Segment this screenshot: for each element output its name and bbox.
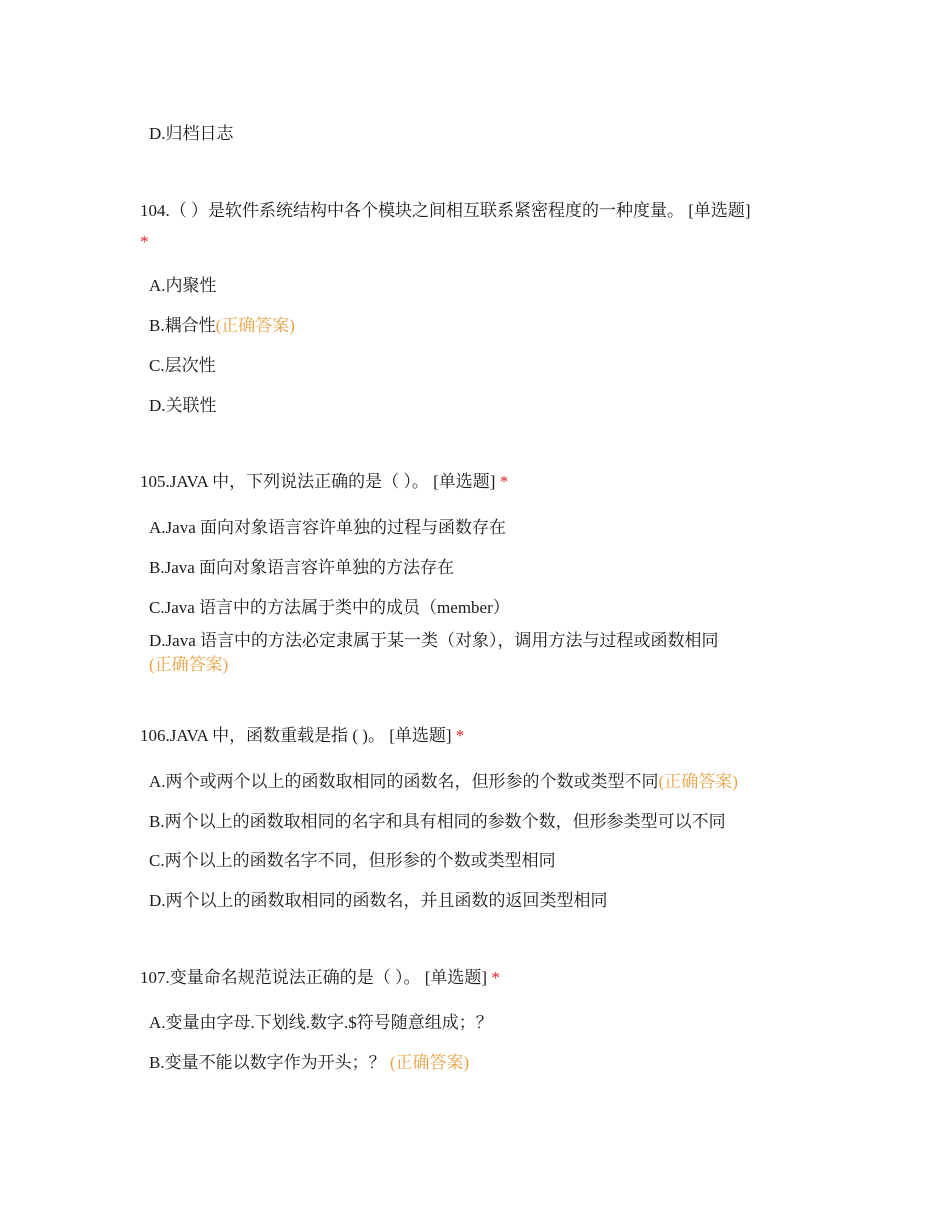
- question-106-option-a: [149, 770, 829, 794]
- question-104-option-c: [149, 354, 829, 378]
- option-text: D.关联性: [149, 396, 217, 415]
- question-105-option-a: [149, 516, 829, 540]
- question-106-option-b: [149, 810, 829, 834]
- correct-answer-badge: (正确答案): [215, 316, 295, 335]
- option-text: D.Java 语言中的方法必定隶属于某一类（对象），调用方法与过程或函数相同: [149, 631, 719, 650]
- question-106-option-d: [149, 889, 829, 913]
- prev-question-option-d: [149, 122, 829, 146]
- option-text: C.层次性: [149, 356, 216, 375]
- option-text: C.Java 语言中的方法属于类中的成员（member）: [149, 598, 510, 617]
- question-105-title: [140, 466, 830, 497]
- correct-answer-badge: (正确答案): [658, 772, 738, 791]
- option-text: C.两个以上的函数名字不同，但形参的个数或类型相同: [149, 851, 556, 870]
- question-text: 105.JAVA 中，下列说法正确的是（ ）。 [单选题]: [140, 472, 496, 491]
- question-text: 107.变量命名规范说法正确的是（ ）。 [单选题]: [140, 968, 488, 987]
- option-text: B.耦合性: [149, 316, 216, 335]
- required-star: *: [499, 472, 509, 491]
- question-text: 106.JAVA 中，函数重载是指 ( )。 [单选题]: [140, 726, 452, 745]
- correct-answer-badge: (正确答案): [149, 655, 229, 674]
- question-104-option-d: [149, 394, 829, 418]
- option-text: A.内聚性: [149, 276, 217, 295]
- question-107-title: [140, 962, 830, 993]
- question-107-option-a: [149, 1011, 829, 1035]
- option-text: B.两个以上的函数取相同的名字和具有相同的参数个数，但形参类型可以不同: [149, 812, 726, 831]
- correct-answer-badge: (正确答案): [389, 1053, 470, 1072]
- option-text: A.变量由字母.下划线.数字.$符号随意组成；？: [149, 1013, 493, 1032]
- question-105-option-c: [149, 596, 829, 620]
- question-105-option-b: [149, 556, 829, 580]
- question-104-option-b: [149, 314, 829, 338]
- required-star: *: [140, 232, 149, 251]
- question-106-title: [140, 720, 830, 751]
- option-text: D.归档日志: [149, 124, 234, 143]
- option-text: A.两个或两个以上的函数取相同的函数名，但形参的个数或类型不同: [149, 772, 659, 791]
- required-star: *: [455, 726, 465, 745]
- option-text: B.Java 面向对象语言容许单独的方法存在: [149, 558, 455, 577]
- question-104-title: [140, 195, 830, 257]
- question-text: 104.（ ）是软件系统结构中各个模块之间相互联系紧密程度的一种度量。 [单选题]: [140, 201, 751, 220]
- option-text: A.Java 面向对象语言容许单独的过程与函数存在: [149, 518, 506, 537]
- option-text: B.变量不能以数字作为开头；？: [149, 1053, 390, 1072]
- question-105-option-d: [149, 629, 789, 677]
- question-107-option-b: [149, 1051, 829, 1075]
- question-106-option-c: [149, 849, 829, 873]
- question-104-option-a: [149, 274, 829, 298]
- option-text: D.两个以上的函数取相同的函数名，并且函数的返回类型相同: [149, 891, 608, 910]
- required-star: *: [491, 968, 500, 987]
